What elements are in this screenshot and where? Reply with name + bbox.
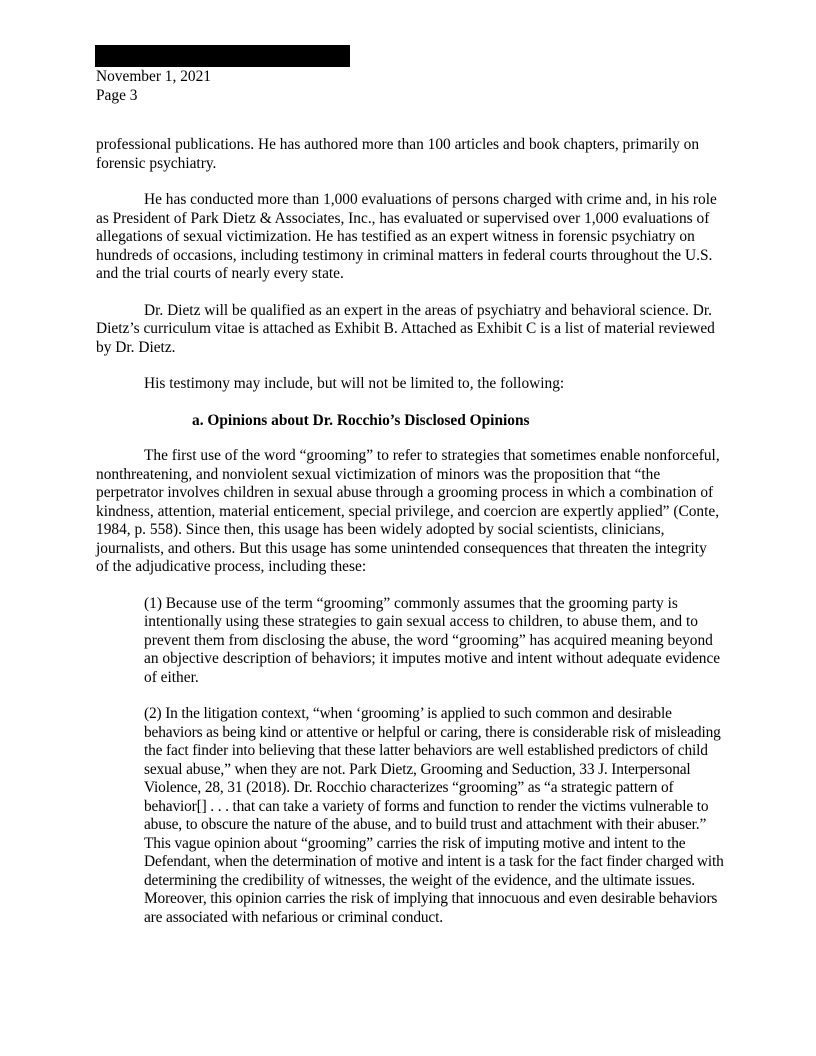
letter-body: [96, 136, 722, 927]
blockquote-point-2: (2) In the litigation context, “when ‘grooming’ is applied to such common and desirable behaviors as being kind or attentive or helpful or caring, there is considerable risk of misleading the fact finder into believing that these latter behaviors are well established predictors of child sexual abuse,” when they are not. Park Dietz, Grooming and Seduction, 33 J. Interpersonal Violence, 28, 31 (2018). Dr. Rocchio characterizes “grooming” as “a strategic pattern of behavior[] . . . that can take a variety of forms and function to render the victims vulnerable to abuse, to obscure the nature of the abuse, and to build trust and attachment with their abuser.” This vague opinion about “grooming” carries the risk of imputing motive and intent to the Defendant, when the determination of motive and intent is a task for the fact finder charged with determining the credibility of witnesses, the weight of the evidence, and the ultimate issues. Moreover, this opinion carries the risk of implying that innocuous and even desirable behaviors are associated with nefarious or criminal conduct.: [144, 705, 724, 926]
header-date: November 1, 2021: [96, 68, 211, 85]
paragraph-grooming-origin: The first use of the word “grooming” to refer to strategies that sometimes enable nonforceful, nonthreatening, and nonviolent sexual victimization of minors was the proposition that “the perpetrator involves children in sexual abuse through a grooming process in which a combination of kindness, attention, material enticement, special privilege, and coercion are expertly applied” (Conte, 1984, p. 558). Since then, this usage has been widely adopted by social scientists, clinicians, journalists, and others. But this usage has some unintended consequences that threaten the integrity of the adjudicative process, including these:: [96, 447, 720, 575]
paragraph-qualifications: Dr. Dietz will be qualified as an expert in the areas of psychiatry and behavioral science. Dr. Dietz’s curriculum vitae is attached as Exhibit B. Attached as Exhibit C is a list of material reviewed by Dr. Dietz.: [96, 301, 715, 356]
letter-header: [96, 67, 211, 105]
header-page-number: Page 3: [96, 87, 138, 104]
blockquote-point-1: (1) Because use of the term “grooming” commonly assumes that the grooming party is intentionally using these strategies to gain sexual access to children, to abuse them, and to prevent them from disclosing the abuse, the word “grooming” has acquired meaning beyond an objective description of behaviors; it imputes motive and intent without adequate evidence of either.: [144, 594, 721, 686]
section-heading: a. Opinions about Dr. Rocchio’s Disclosed Opinions: [192, 411, 530, 429]
paragraph-testimony-intro: His testimony may include, but will not be limited to, the following:: [144, 375, 565, 392]
paragraph-evaluations: He has conducted more than 1,000 evaluations of persons charged with crime and, in his role as President of Park Dietz & Associates, Inc., has evaluated or supervised over 1,000 evaluations of allegations of sexual victimization. He has testified as an expert witness in forensic psychiatry on hundreds of occasions, including testimony in criminal matters in federal courts throughout the U.S. and the trial courts of nearly every state.: [96, 191, 717, 282]
redaction-bar: [95, 45, 350, 67]
paragraph-publications: professional publications. He has authored more than 100 articles and book chapters, primarily on forensic psychiatry.: [96, 136, 700, 172]
